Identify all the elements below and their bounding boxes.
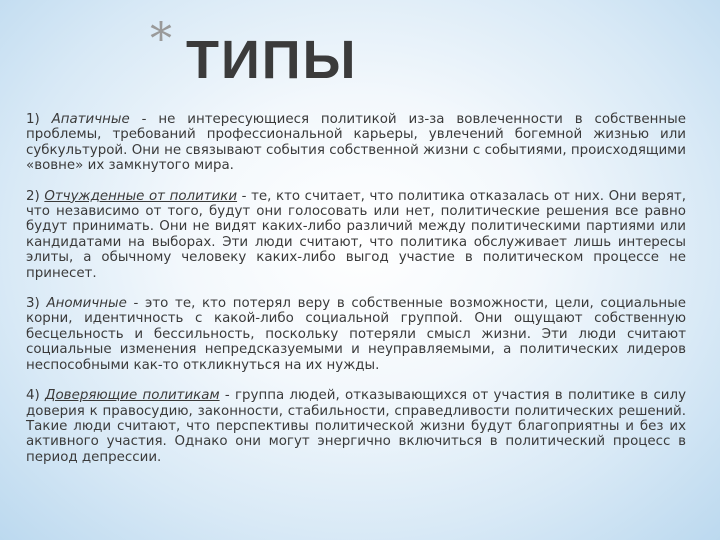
paragraph-alienated <box>26 189 686 281</box>
paragraph-text: - группа людей, отказывающихся от участия в политике в силу доверия к правосудию, законности, стабильности, справедливости политических решений. Такие люди считают, что перспективы политической жизни будут благоприятны и без их активного участия. Однако они могут энергично включиться в политический процесс в период депрессии. <box>26 388 686 465</box>
term-anomic: Аномичные <box>46 296 127 312</box>
paragraph-number: 1) <box>26 112 52 127</box>
asterisk-icon: * <box>150 14 172 65</box>
paragraph-text: - это те, кто потерял веру в собственные возможности, цели, социальные корни, идентичность с какой-либо социальной группой. Они ощущают собственную бесцельность и бессильность, поскольку потеряли смысл жизни. Эти люди считают социальные изменения непредсказуемыми и неуправляемыми, а политических лидеров неспособными как-то откликнуться на их нужды. <box>26 296 686 373</box>
paragraph-number: 3) <box>26 296 47 312</box>
paragraph-number: 2) <box>26 188 45 204</box>
paragraph-number: 4) <box>26 388 46 404</box>
term-alienated: Отчужденные от политики <box>44 188 238 204</box>
paragraph-anomic <box>26 296 686 373</box>
term-apathetic: Апатичные <box>51 112 130 127</box>
term-trusting: Доверяющие политикам <box>45 388 220 404</box>
paragraph-apathetic <box>26 112 686 174</box>
paragraph-trusting <box>26 388 686 465</box>
slide-title: ТИПЫ <box>186 30 358 90</box>
paragraph-text: - те, кто считает, что политика отказалась от них. Они верят, что независимо от того, будут они голосовать или нет, политические решения все равно будут принимать. Они не видят каких-либо различий между политическими партиями или кандидатами на выборах. Эти люди считают, что политика обслуживает лишь интересы элиты, а обычному человеку каких-либо выгод участие в политическом процессе не принесет. <box>26 188 686 281</box>
slide-content <box>26 112 686 480</box>
paragraph-text: - не интересующиеся политикой из-за вовлеченности в собственные проблемы, требований профессиональной карьеры, увлечений богемной жизнью или субкультурой. Они не связывают события собственной жизни с событиями, происходящими «вовне» их замкнутого мира. <box>26 112 686 174</box>
